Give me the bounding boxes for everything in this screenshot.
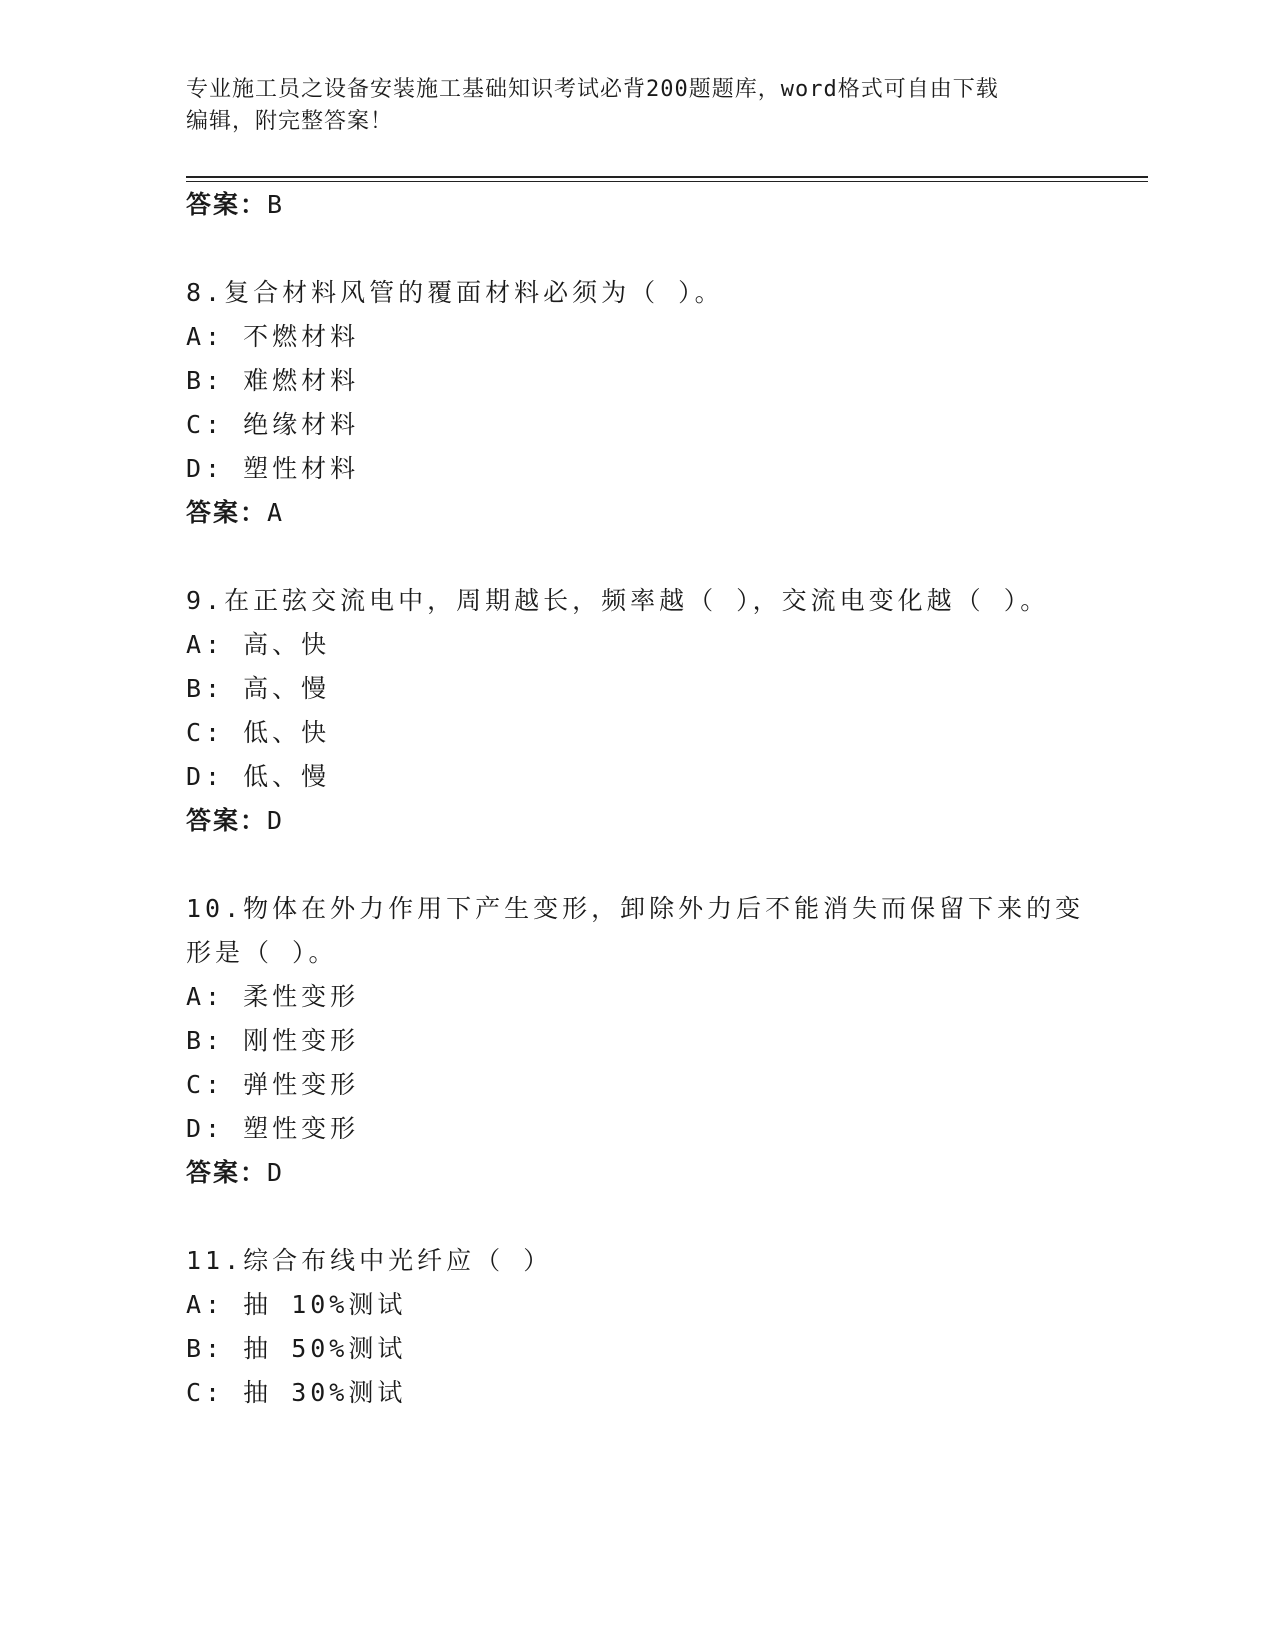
question-stem-line-2: 形是（ ）。 [186, 938, 338, 967]
answer-line [186, 804, 284, 838]
option-b: B: 高、慢 [186, 674, 331, 703]
option-b: B: 刚性变形 [186, 1026, 360, 1055]
option-b: B: 难燃材料 [186, 366, 360, 395]
option-a: A: 高、快 [186, 630, 331, 659]
option-a: A: 不燃材料 [186, 322, 360, 351]
answer-label: 答案： [186, 498, 268, 527]
option-a: A: 柔性变形 [186, 982, 360, 1011]
option-d: D: 塑性变形 [186, 1114, 360, 1143]
answer-line [186, 1156, 284, 1190]
question-stem: 8.复合材料风管的覆面材料必须为（ ）。 [186, 278, 724, 307]
answer-value: B [267, 190, 285, 219]
answer-label: 答案： [186, 190, 268, 219]
question-stem: 9.在正弦交流电中，周期越长，频率越（ ），交流电变化越（ ）。 [186, 586, 1050, 615]
answer-value: D [267, 806, 285, 835]
option-c: C: 低、快 [186, 718, 331, 747]
answer-value: D [267, 1158, 285, 1187]
option-a: A: 抽 10%测试 [186, 1290, 407, 1319]
answer-label: 答案： [186, 1158, 268, 1187]
answer-value: A [267, 498, 285, 527]
option-c: C: 绝缘材料 [186, 410, 360, 439]
question-stem: 11.综合布线中光纤应（ ） [186, 1246, 553, 1275]
answer-line [186, 496, 284, 530]
header-rule-thick [186, 176, 1148, 178]
answer-label: 答案： [186, 806, 268, 835]
question-stem-line-1: 10.物体在外力作用下产生变形，卸除外力后不能消失而保留下来的变 [186, 894, 1085, 923]
option-b: B: 抽 50%测试 [186, 1334, 407, 1363]
option-d: D: 塑性材料 [186, 454, 360, 483]
header-line-1: 专业施工员之设备安装施工基础知识考试必背200题题库，word格式可自由下载 [186, 77, 999, 102]
header-line-2: 编辑，附完整答案！ [186, 109, 394, 134]
answer-line [186, 188, 284, 222]
option-d: D: 低、慢 [186, 762, 331, 791]
header-rule-thin [186, 181, 1148, 182]
document-header [186, 74, 1066, 138]
option-c: C: 弹性变形 [186, 1070, 360, 1099]
option-c: C: 抽 30%测试 [186, 1378, 407, 1407]
